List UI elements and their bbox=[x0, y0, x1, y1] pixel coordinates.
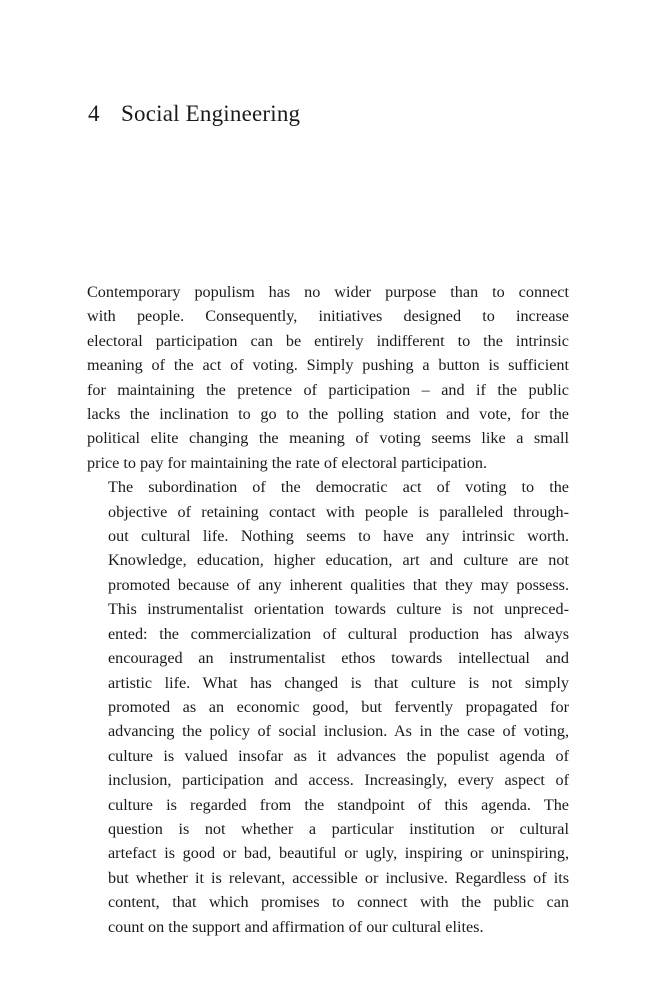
chapter-heading bbox=[88, 98, 300, 130]
text-line: promoted as an economic good, but fervently propagated for bbox=[108, 697, 569, 716]
text-line: objective of retaining contact with people is paralleled through- bbox=[108, 502, 569, 521]
text-line: but whether it is relevant, accessible or inclusive. Regardless of its bbox=[108, 868, 569, 887]
text-line: advancing the policy of social inclusion. As in the case of voting, bbox=[108, 722, 569, 741]
text-line: Contemporary populism has no wider purpose than to connect bbox=[87, 283, 569, 301]
text-line: with people. Consequently, initiatives designed to increase bbox=[87, 307, 569, 326]
chapter-title: Social Engineering bbox=[121, 101, 301, 126]
chapter-number: 4 bbox=[88, 101, 100, 126]
text-line: lacks the inclination to go to the polling station and vote, for the bbox=[87, 405, 569, 424]
text-line: promoted because of any inherent qualities that they may possess. bbox=[108, 575, 569, 594]
text-line: political elite changing the meaning of voting seems like a small bbox=[87, 429, 569, 448]
text-line: price to pay for maintaining the rate of electoral participation. bbox=[87, 453, 488, 472]
body-text bbox=[87, 280, 569, 939]
text-line: culture is regarded from the standpoint of this agenda. The bbox=[108, 795, 569, 814]
text-line: count on the support and affirmation of our cultural elites. bbox=[108, 917, 484, 936]
text-line: encouraged an instrumentalist ethos towards intellectual and bbox=[108, 649, 569, 668]
text-line: out cultural life. Nothing seems to have any intrinsic worth. bbox=[108, 527, 569, 546]
paragraph-2 bbox=[87, 475, 569, 939]
text-line: Knowledge, education, higher education, art and culture are not bbox=[108, 551, 569, 570]
text-line: meaning of the act of voting. Simply pushing a button is sufficient bbox=[87, 356, 569, 375]
text-line: This instrumentalist orientation towards culture is not unpreced- bbox=[108, 600, 569, 619]
text-line: culture is valued insofar as it advances the populist agenda of bbox=[108, 746, 569, 765]
paragraph-1 bbox=[87, 280, 569, 475]
text-line: for maintaining the pretence of participation – and if the public bbox=[87, 380, 569, 399]
text-line: content, that which promises to connect with the public can bbox=[108, 893, 569, 912]
text-line: electoral participation can be entirely indifferent to the intrinsic bbox=[87, 331, 569, 350]
text-line: artistic life. What has changed is that culture is not simply bbox=[108, 673, 569, 692]
text-line: The subordination of the democratic act of voting to the bbox=[108, 478, 569, 497]
text-line: ented: the commercialization of cultural production has always bbox=[108, 624, 569, 643]
text-line: artefact is good or bad, beautiful or ugly, inspiring or uninspiring, bbox=[108, 844, 569, 863]
text-line: question is not whether a particular institution or cultural bbox=[108, 819, 569, 838]
text-line: inclusion, participation and access. Increasingly, every aspect of bbox=[108, 771, 569, 790]
